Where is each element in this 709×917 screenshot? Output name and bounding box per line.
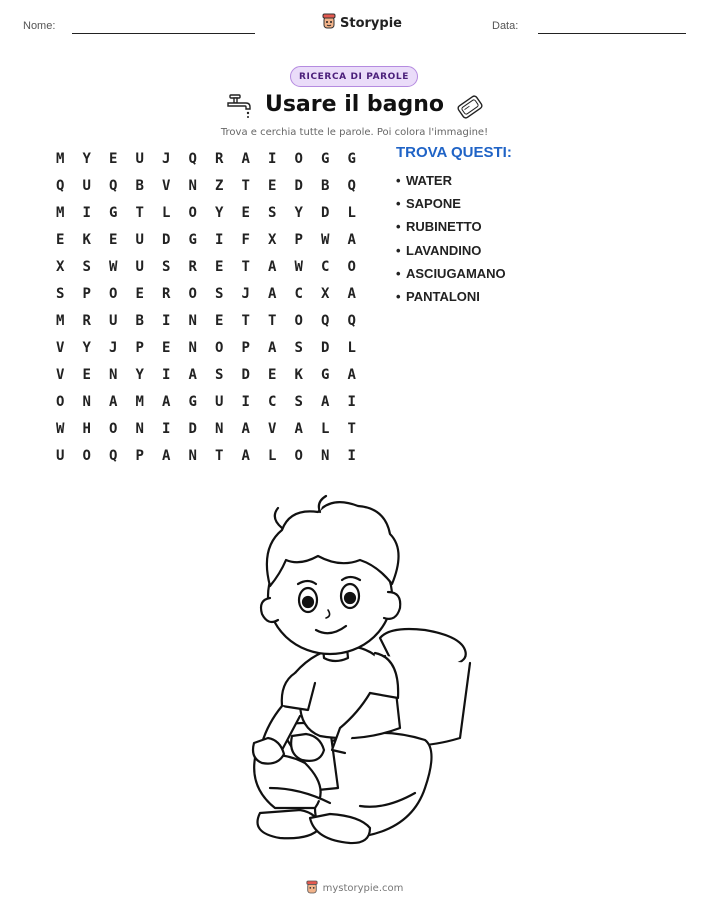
grid-letter[interactable]: E [82, 367, 91, 383]
grid-letter[interactable]: A [162, 448, 171, 464]
footer [0, 880, 709, 897]
grid-letter[interactable]: E [268, 178, 277, 194]
grid-letter[interactable]: E [56, 232, 65, 248]
name-label: Nome: [23, 20, 56, 32]
grid-letter[interactable]: L [162, 205, 171, 221]
grid-letter[interactable]: I [347, 394, 356, 410]
grid-letter[interactable]: U [135, 151, 144, 167]
grid-letter[interactable]: D [188, 421, 197, 437]
grid-letter[interactable]: E [109, 232, 118, 248]
grid-letter[interactable]: A [241, 448, 250, 464]
grid-letter[interactable]: J [241, 286, 250, 302]
grid-letter[interactable]: O [188, 286, 197, 302]
grid-letter[interactable]: S [268, 205, 277, 221]
grid-letter[interactable]: A [347, 367, 356, 383]
grid-letter[interactable]: T [268, 313, 277, 329]
grid-letter[interactable]: V [268, 421, 277, 437]
bullet: • [396, 219, 401, 235]
grid-letter[interactable]: U [135, 232, 144, 248]
grid-letter[interactable]: X [268, 232, 277, 248]
grid-letter[interactable]: O [347, 259, 356, 275]
grid-letter[interactable]: A [162, 394, 171, 410]
grid-letter[interactable]: S [294, 340, 303, 356]
grid-letter[interactable]: J [109, 340, 118, 356]
grid-letter[interactable]: P [135, 340, 144, 356]
grid-letter[interactable]: G [109, 205, 118, 221]
grid-letter[interactable]: K [294, 367, 303, 383]
grid-letter[interactable]: S [215, 367, 224, 383]
grid-letter[interactable]: Y [135, 367, 144, 383]
grid-letter[interactable]: E [162, 340, 171, 356]
word-list [396, 172, 506, 311]
word-list-item [396, 265, 506, 288]
grid-letter[interactable]: C [294, 286, 303, 302]
grid-letter[interactable]: I [347, 448, 356, 464]
date-label: Data: [492, 20, 519, 32]
grid-letter[interactable]: X [321, 286, 330, 302]
grid-letter[interactable]: O [82, 448, 91, 464]
grid-letter[interactable]: M [135, 394, 144, 410]
bullet: • [396, 196, 401, 212]
grid-letter[interactable]: E [109, 151, 118, 167]
grid-letter[interactable]: T [135, 205, 144, 221]
grid-letter[interactable]: A [268, 340, 277, 356]
grid-letter[interactable]: O [188, 205, 197, 221]
grid-letter[interactable]: A [241, 421, 250, 437]
grid-letter[interactable]: Q [347, 313, 356, 329]
grid-letter[interactable]: S [215, 286, 224, 302]
grid-letter[interactable]: I [162, 367, 171, 383]
grid-letter[interactable]: E [215, 313, 224, 329]
brand-logo [322, 13, 402, 33]
grid-letter[interactable]: O [56, 394, 65, 410]
grid-letter[interactable]: D [162, 232, 171, 248]
grid-letter[interactable]: B [135, 178, 144, 194]
grid-letter[interactable]: X [56, 259, 65, 275]
grid-letter[interactable]: A [109, 394, 118, 410]
grid-letter[interactable]: U [215, 394, 224, 410]
word-search-grid[interactable] [47, 146, 365, 470]
grid-letter[interactable]: L [268, 448, 277, 464]
grid-letter[interactable]: C [268, 394, 277, 410]
grid-letter[interactable]: U [109, 313, 118, 329]
page-title: Usare il bagno [264, 92, 445, 117]
grid-letter[interactable]: A [268, 286, 277, 302]
grid-letter[interactable]: Q [321, 313, 330, 329]
grid-letter[interactable]: D [321, 340, 330, 356]
word-list-title: TROVA QUESTI: [396, 144, 512, 161]
date-line[interactable] [538, 33, 686, 34]
grid-letter[interactable]: Q [109, 448, 118, 464]
grid-letter[interactable]: I [241, 394, 250, 410]
grid-letter[interactable]: G [188, 394, 197, 410]
grid-letter[interactable]: G [188, 232, 197, 248]
grid-letter[interactable]: S [56, 286, 65, 302]
grid-letter[interactable]: A [347, 232, 356, 248]
grid-letter[interactable]: V [56, 340, 65, 356]
grid-letter[interactable]: S [82, 259, 91, 275]
grid-letter[interactable]: G [347, 151, 356, 167]
grid-letter[interactable]: Y [215, 205, 224, 221]
grid-letter[interactable]: U [135, 259, 144, 275]
grid-letter[interactable]: N [135, 421, 144, 437]
grid-letter[interactable]: M [56, 313, 65, 329]
word-list-item [396, 242, 506, 265]
grid-letter[interactable]: W [56, 421, 65, 437]
grid-letter[interactable]: Q [109, 178, 118, 194]
bullet: • [396, 288, 401, 304]
grid-letter[interactable]: O [294, 448, 303, 464]
grid-letter[interactable]: E [215, 259, 224, 275]
bullet: • [396, 242, 401, 258]
grid-letter[interactable]: T [241, 259, 250, 275]
grid-letter[interactable]: T [347, 421, 356, 437]
grid-letter[interactable]: G [321, 367, 330, 383]
grid-letter[interactable]: N [188, 448, 197, 464]
grid-letter[interactable]: G [321, 151, 330, 167]
storypie-mascot-icon [306, 880, 318, 897]
boy-on-toilet-illustration [220, 488, 480, 852]
grid-letter[interactable]: O [215, 340, 224, 356]
grid-letter[interactable]: P [135, 448, 144, 464]
footer-url[interactable]: mystorypie.com [322, 883, 404, 894]
grid-letter[interactable]: U [82, 178, 91, 194]
grid-letter[interactable]: U [56, 448, 65, 464]
grid-letter[interactable]: O [294, 151, 303, 167]
storypie-mascot-icon [322, 13, 336, 33]
grid-letter[interactable]: A [188, 367, 197, 383]
grid-letter[interactable]: B [321, 178, 330, 194]
brand-name: Storypie [340, 15, 402, 31]
grid-letter[interactable]: T [241, 313, 250, 329]
grid-letter[interactable]: M [56, 151, 65, 167]
grid-letter[interactable]: A [347, 286, 356, 302]
grid-letter[interactable]: I [162, 313, 171, 329]
grid-letter[interactable]: O [109, 421, 118, 437]
grid-letter[interactable]: F [241, 232, 250, 248]
grid-letter[interactable]: L [347, 340, 356, 356]
grid-letter[interactable]: Q [347, 178, 356, 194]
grid-letter[interactable]: A [321, 394, 330, 410]
grid-letter[interactable]: E [268, 367, 277, 383]
grid-letter[interactable]: R [215, 151, 224, 167]
word-list-item [396, 218, 506, 241]
grid-letter[interactable]: M [56, 205, 65, 221]
grid-letter[interactable]: I [268, 151, 277, 167]
grid-letter[interactable]: S [294, 394, 303, 410]
grid-letter[interactable]: N [109, 367, 118, 383]
grid-letter[interactable]: N [188, 178, 197, 194]
grid-letter[interactable]: I [215, 232, 224, 248]
grid-letter[interactable]: A [241, 151, 250, 167]
grid-letter[interactable]: W [294, 259, 303, 275]
grid-letter[interactable]: V [162, 178, 171, 194]
grid-letter[interactable]: Q [56, 178, 65, 194]
grid-letter[interactable]: O [109, 286, 118, 302]
word-text: ASCIUGAMANO [406, 265, 506, 281]
grid-letter[interactable]: R [188, 259, 197, 275]
grid-letter[interactable]: I [162, 421, 171, 437]
grid-letter[interactable]: T [241, 178, 250, 194]
grid-letter[interactable]: Y [294, 205, 303, 221]
grid-letter[interactable]: L [321, 421, 330, 437]
grid-letter[interactable]: P [82, 286, 91, 302]
bullet: • [396, 265, 401, 281]
grid-letter[interactable]: T [215, 448, 224, 464]
grid-letter[interactable]: V [56, 367, 65, 383]
grid-letter[interactable]: B [135, 313, 144, 329]
grid-letter[interactable]: O [294, 313, 303, 329]
grid-letter[interactable]: E [241, 205, 250, 221]
grid-letter[interactable]: P [294, 232, 303, 248]
grid-letter[interactable]: S [162, 259, 171, 275]
word-list-item [396, 195, 506, 218]
grid-letter[interactable]: N [82, 394, 91, 410]
grid-letter[interactable]: Z [215, 178, 224, 194]
grid-letter[interactable]: R [82, 313, 91, 329]
grid-letter[interactable]: D [241, 367, 250, 383]
instructions: Trova e cerchia tutte le parole. Poi colora l'immagine! [220, 127, 489, 138]
grid-letter[interactable]: D [321, 205, 330, 221]
bullet: • [396, 173, 401, 188]
word-text: PANTALONI [406, 288, 480, 304]
grid-letter[interactable]: L [347, 205, 356, 221]
grid-letter[interactable]: N [188, 313, 197, 329]
grid-letter[interactable]: A [268, 259, 277, 275]
grid-letter[interactable]: I [82, 205, 91, 221]
soap-icon [456, 94, 484, 124]
word-list-item [396, 288, 506, 311]
word-text: RUBINETTO [406, 219, 482, 235]
grid-letter[interactable]: D [294, 178, 303, 194]
word-text: WATER [406, 173, 452, 188]
word-text: SAPONE [406, 196, 461, 212]
grid-letter[interactable]: A [294, 421, 303, 437]
name-line[interactable] [72, 33, 255, 34]
grid-letter[interactable]: E [135, 286, 144, 302]
grid-letter[interactable]: J [162, 151, 171, 167]
grid-letter[interactable]: H [82, 421, 91, 437]
grid-letter[interactable]: N [215, 421, 224, 437]
grid-letter[interactable]: K [82, 232, 91, 248]
word-list-item [396, 172, 506, 195]
grid-letter[interactable]: W [109, 259, 118, 275]
grid-letter[interactable]: Q [188, 151, 197, 167]
grid-letter[interactable]: W [321, 232, 330, 248]
grid-letter[interactable]: N [321, 448, 330, 464]
grid-letter[interactable]: N [188, 340, 197, 356]
category-badge: RICERCA DI PAROLE [290, 66, 418, 87]
grid-letter[interactable]: P [241, 340, 250, 356]
grid-letter[interactable]: Y [82, 151, 91, 167]
grid-letter[interactable]: C [321, 259, 330, 275]
grid-letter[interactable]: Y [82, 340, 91, 356]
grid-letter[interactable]: R [162, 286, 171, 302]
word-text: LAVANDINO [406, 242, 482, 258]
